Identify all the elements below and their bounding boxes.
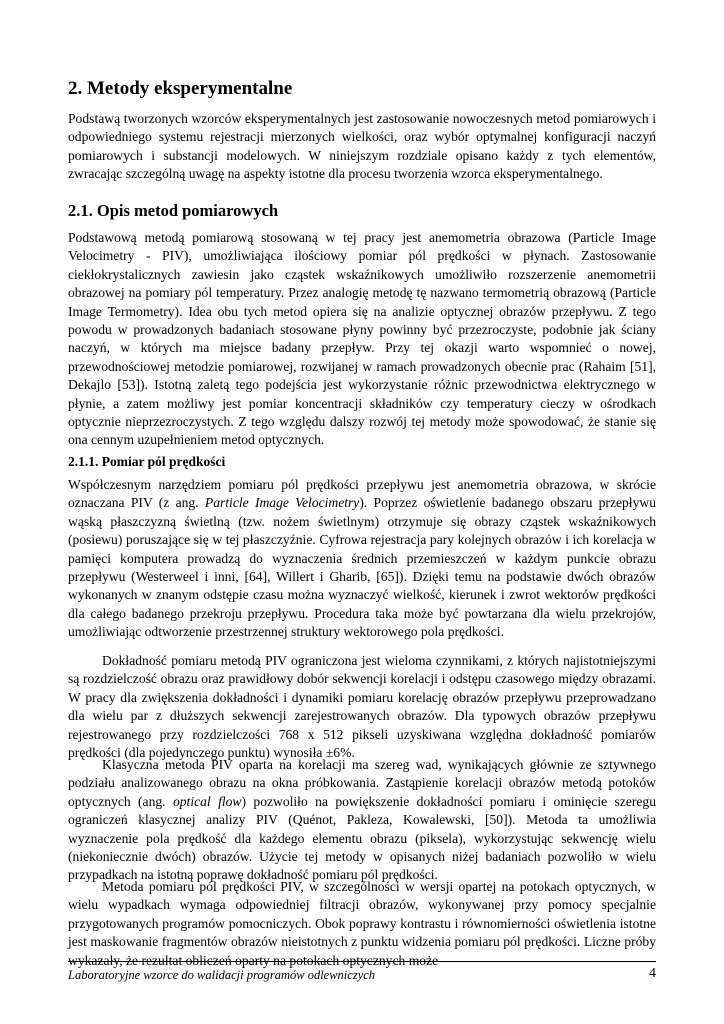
flow-text-part-1: Klasyczna metoda PIV oparta na korelacji ma szereg wad, wynikających głównie ze sztywnego podziału analizowanego obrazu na okna próbkowania. Zastąpienie korelacji obrazów metodą potoków optycznych (ang.: [68, 757, 656, 809]
page-number: 4: [649, 966, 656, 981]
subsection-heading: 2.1. Opis metod pomiarowych: [68, 201, 279, 220]
methods-paragraph: Podstawową metodą pomiarową stosowaną w tej pracy jest anemometria obrazowa (Particle Image Velocimetry - PIV), umożliwiająca ilościowy pomiar pól prędkości w płynach. Zastosowanie ciekłokrystalicznych zawiesin jako cząstek wskaźnikowych umożliwiło rozszerzenie anemometrii obrazowej na pomiary pól temperatury. Przez analogię metodę tę nazwano termometrią obrazową (Particle Image Termometry). Idea obu tych metod opiera się na analizie optycznej obrazów przepływu. Z tego powodu w prowadzonych badaniach stosowane płyny powinny być przezroczyste, podobnie jak ściany naczyń, w których ma miejsce badany przepływ. Przy tej okazji warto wspomnieć o nowej, przewodnościowej metodzie pomiarowej, rozwijanej w ramach prowadzonych obecnie prac (Rahaim [51], Dekajlo [53]). Istotną zaletą tego podejścia jest wykorzystanie różnic przewodnictwa elektrycznego w płynie, a zatem możliwy jest pomiar koncentracji składników czy temperatury cieczy w ośrodkach optycznie nieprzezroczystych. Z tego względu dalszy rozwój tej metody może spowodować, że stanie się ona cennym uzupełnieniem metod optycznych.: [68, 230, 656, 448]
piv-text-part-2: ). Poprzez oświetlenie badanego obszaru przepływu wąską płaszczyzną świetlną (tzw. nożem świetlnym) otrzymuje się obrazy cząstek wskaźnikowych (posiewu) poruszające się w tej płaszczyźnie. Cyfrowa rejestracja pary kolejnych obrazów i ich korelacja w pamięci komputera prowadzą do wyznaczenia średnich przemieszczeń w każdym punkcie obrazu przepływu (Westerweel i inni, [64], Willert i Gharib, [65]). Dzięki temu na podstawie dwóch obrazów wykonanych w znanym odstępie czasu można wyznaczyć wielkość, kierunek i zwrot wektorów prędkości dla całego badanego przekroju przepływu. Procedura taka może być powtarzana dla wielu przekrojów, umożliwiając odtworzenie przestrzennej struktury wektorowego pola prędkości.: [68, 495, 656, 640]
piv-text-part-1: Współczesnym narzędziem pomiaru pól prędkości przepływu jest anemometria obrazowa, w skrócie oznaczana PIV (z ang.: [68, 477, 656, 511]
footer-divider: [68, 961, 656, 962]
optical-flow-term: optical flow: [172, 793, 242, 809]
section-heading: 2. Metody eksperymentalne: [68, 78, 293, 99]
filtering-paragraph: Metoda pomiaru pól prędkości PIV, w szczególności w wersji opartej na potokach optycznych, w wielu wypadkach wymaga odpowiedniej filtracji obrazów, wykonywanej przy pomocy specjalnie przygotowanych programów pomocniczych. Obok poprawy kontrastu i równomierności oświetlenia istotne jest maskowanie fragmentów obrazów nieistotnych z punktu widzenia pomiaru pól prędkości. Liczne próby wykazały, że rezultat obliczeń oparty na potokach optycznych może: [68, 879, 656, 968]
piv-paragraph: [68, 476, 656, 642]
accuracy-paragraph: Dokładność pomiaru metodą PIV ograniczona jest wieloma czynnikami, z których najistotniejszymi są rozdzielczość obrazu oraz prawidłowy dobór sekwencji korelacji i odstępu czasowego między obrazami. W pracy dla zwiększenia dokładności i dynamiki pomiaru korelację obrazów przepływu przeprowadzano dla wielu par z dłuższych sekwencji zarejestrowanych obrazów. Dla typowych obrazów przepływu rejestrowanego przy rozdzielczości 768 x 512 pikseli uzyskiwana względna dokładność pomiarów prędkości (dla pojedynczego punktu) wynosiła ±6%.: [68, 653, 656, 761]
footer-title: Laboratoryjne wzorce do walidacji programów odlewniczych: [68, 968, 376, 982]
optical-flow-paragraph: [68, 756, 656, 885]
flow-text-part-2: ) pozwoliło na powiększenie dokładności pomiaru i ominięcie szeregu ograniczeń klasycznej analizy PIV (Quénot, Pakleza, Kowalewski, [50]). Metoda ta umożliwia wyznaczenie pola prędkość dla każdego elementu obrazu (piksela), wykorzystując sekwencję wielu (niekoniecznie dwóch) obrazów. Użycie tej metody w opisanych niżej badaniach pozwoliło w wielu przypadkach na istotną poprawę dokładność pomiaru pól prędkości.: [68, 793, 657, 883]
piv-term: Particle Image Velocimetry: [204, 495, 360, 511]
subsubsection-heading: 2.1.1. Pomiar pól prędkości: [68, 454, 226, 469]
intro-paragraph: Podstawą tworzonych wzorców eksperymentalnych jest zastosowanie nowoczesnych metod pomiarowych i odpowiedniego systemu rejestracji mierzonych wielkości, oraz wybór optymalnej konfiguracji naczyń pomiarowych i substancji modelowych. W niniejszym rozdziale opisano każdy z tych elementów, zwracając szczególną uwagę na aspekty istotne dla procesu tworzenia wzorca eksperymentalnego.: [68, 111, 656, 182]
